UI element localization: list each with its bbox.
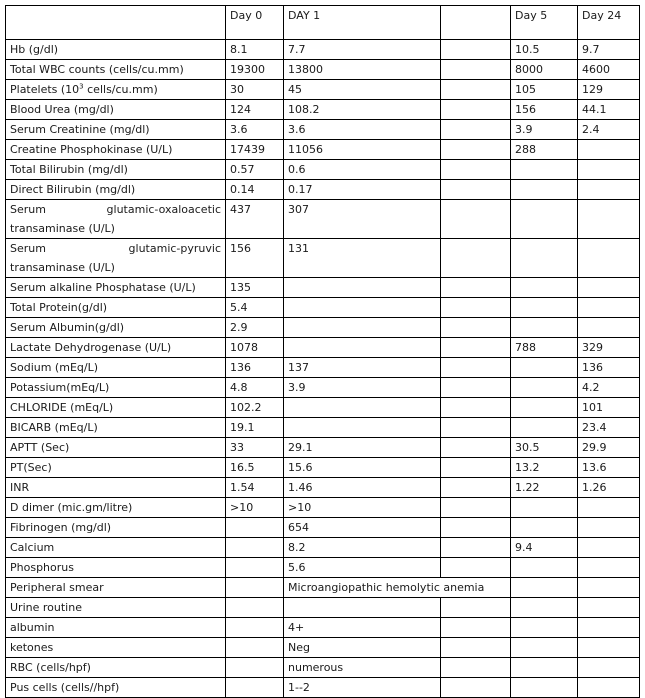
- parameter-cell: Fibrinogen (mg/dl): [6, 518, 226, 538]
- day-1-value: [284, 398, 441, 418]
- blank-cell: [441, 558, 511, 578]
- day-24-value: [578, 638, 640, 658]
- parameter-cell: INR: [6, 478, 226, 498]
- day-1-value: 4+: [284, 618, 441, 638]
- day-5-value: [511, 378, 578, 398]
- day-24-value: 23.4: [578, 418, 640, 438]
- day-0-value: 0.14: [226, 180, 284, 200]
- day-5-value: 288: [511, 140, 578, 160]
- table-row: [6, 678, 640, 698]
- day-5-value: 13.2: [511, 458, 578, 478]
- day-5-value: 156: [511, 100, 578, 120]
- day-5-value: [511, 200, 578, 239]
- table-row: [6, 180, 640, 200]
- day-0-value: [226, 658, 284, 678]
- day-5-value: 3.9: [511, 120, 578, 140]
- day-1-value: 0.17: [284, 180, 441, 200]
- parameter-line-2: transaminase (U/L): [10, 222, 115, 235]
- day-0-value: [226, 518, 284, 538]
- parameter-cell: Calcium: [6, 538, 226, 558]
- blank-cell: [441, 478, 511, 498]
- day-24-value: [578, 239, 640, 278]
- day-24-value: [578, 318, 640, 338]
- day-5-value: 10.5: [511, 40, 578, 60]
- table-row: [6, 618, 640, 638]
- day-5-value: [511, 638, 578, 658]
- blank-cell: [441, 100, 511, 120]
- table-row: [6, 598, 640, 618]
- parameter-cell: [6, 80, 226, 100]
- day-24-value: [578, 658, 640, 678]
- day-0-value: 136: [226, 358, 284, 378]
- blank-cell: [441, 278, 511, 298]
- blank-cell: [441, 398, 511, 418]
- table-row: [6, 578, 640, 598]
- blank-cell: [441, 678, 511, 698]
- day-24-value: 136: [578, 358, 640, 378]
- blank-cell: [441, 358, 511, 378]
- parameter-cell: Total Protein(g/dl): [6, 298, 226, 318]
- table-row: [6, 120, 640, 140]
- table-row: [6, 538, 640, 558]
- parameter-cell: Urine routine: [6, 598, 226, 618]
- parameter-cell: albumin: [6, 618, 226, 638]
- day-0-value: 124: [226, 100, 284, 120]
- day-0-value: 17439: [226, 140, 284, 160]
- blank-cell: [441, 180, 511, 200]
- header-day-1: DAY 1: [284, 6, 441, 40]
- day-0-value: [226, 578, 284, 598]
- day-5-value: 8000: [511, 60, 578, 80]
- day-1-value: 654: [284, 518, 441, 538]
- table-row: [6, 358, 640, 378]
- blank-cell: [441, 140, 511, 160]
- blank-cell: [441, 438, 511, 458]
- day-24-value: 101: [578, 398, 640, 418]
- header-day-5: Day 5: [511, 6, 578, 40]
- parameter-cell: Total WBC counts (cells/cu.mm): [6, 60, 226, 80]
- day-1-value: Microangiopathic hemolytic anemia: [284, 578, 511, 598]
- day-0-value: 19300: [226, 60, 284, 80]
- blank-cell: [441, 239, 511, 278]
- parameter-cell: CHLORIDE (mEq/L): [6, 398, 226, 418]
- day-1-value: 0.6: [284, 160, 441, 180]
- day-5-value: 1.22: [511, 478, 578, 498]
- table-row: [6, 638, 640, 658]
- table-row: [6, 338, 640, 358]
- parameter-line-1: Serum glutamic-oxaloacetic: [10, 203, 221, 216]
- parameter-cell: [6, 239, 226, 278]
- parameter-cell: Hb (g/dl): [6, 40, 226, 60]
- day-5-value: [511, 518, 578, 538]
- table-row: [6, 378, 640, 398]
- day-0-value: 3.6: [226, 120, 284, 140]
- day-24-value: 4600: [578, 60, 640, 80]
- day-5-value: [511, 180, 578, 200]
- parameter-cell: D dimer (mic.gm/litre): [6, 498, 226, 518]
- blank-cell: [441, 598, 511, 618]
- parameter-cell: PT(Sec): [6, 458, 226, 478]
- header-row: [6, 6, 640, 40]
- day-5-value: [511, 298, 578, 318]
- table-row: [6, 298, 640, 318]
- day-5-value: [511, 678, 578, 698]
- day-5-value: [511, 418, 578, 438]
- parameter-prefix: Platelets (10: [10, 83, 80, 96]
- day-24-value: [578, 498, 640, 518]
- day-24-value: 129: [578, 80, 640, 100]
- parameter-cell: RBC (cells/hpf): [6, 658, 226, 678]
- day-0-value: [226, 678, 284, 698]
- day-1-value: 7.7: [284, 40, 441, 60]
- day-1-value: 3.6: [284, 120, 441, 140]
- day-0-value: [226, 598, 284, 618]
- parameter-cell: Lactate Dehydrogenase (U/L): [6, 338, 226, 358]
- day-1-value: 8.2: [284, 538, 441, 558]
- day-5-value: 105: [511, 80, 578, 100]
- day-0-value: 4.8: [226, 378, 284, 398]
- day-24-value: 4.2: [578, 378, 640, 398]
- table-row: [6, 140, 640, 160]
- day-1-value: numerous: [284, 658, 441, 678]
- day-1-value: 5.6: [284, 558, 441, 578]
- blank-cell: [441, 458, 511, 478]
- blank-cell: [441, 618, 511, 638]
- parameter-cell: Pus cells (cells//hpf): [6, 678, 226, 698]
- day-24-value: [578, 160, 640, 180]
- table-row: [6, 418, 640, 438]
- blank-cell: [441, 418, 511, 438]
- day-5-value: [511, 658, 578, 678]
- table-row: [6, 438, 640, 458]
- day-1-value: Neg: [284, 638, 441, 658]
- day-24-value: [578, 538, 640, 558]
- day-24-value: [578, 678, 640, 698]
- day-5-value: 788: [511, 338, 578, 358]
- table-row: [6, 558, 640, 578]
- blank-cell: [441, 338, 511, 358]
- table-row: [6, 239, 640, 278]
- day-0-value: 156: [226, 239, 284, 278]
- day-5-value: [511, 498, 578, 518]
- day-0-value: 8.1: [226, 40, 284, 60]
- blank-cell: [441, 638, 511, 658]
- table-row: [6, 498, 640, 518]
- day-1-value: [284, 318, 441, 338]
- day-0-value: 135: [226, 278, 284, 298]
- header-day-0: Day 0: [226, 6, 284, 40]
- day-0-value: 30: [226, 80, 284, 100]
- parameter-superscript: 3: [79, 82, 84, 91]
- day-5-value: 30.5: [511, 438, 578, 458]
- parameter-cell: Serum Creatinine (mg/dl): [6, 120, 226, 140]
- blank-cell: [441, 40, 511, 60]
- day-0-value: 2.9: [226, 318, 284, 338]
- day-0-value: 102.2: [226, 398, 284, 418]
- parameter-cell: BICARB (mEq/L): [6, 418, 226, 438]
- table-row: [6, 478, 640, 498]
- day-24-value: [578, 180, 640, 200]
- table-row: [6, 60, 640, 80]
- day-0-value: [226, 558, 284, 578]
- header-day-24: Day 24: [578, 6, 640, 40]
- day-5-value: [511, 239, 578, 278]
- blank-cell: [441, 298, 511, 318]
- day-0-value: [226, 638, 284, 658]
- table-row: [6, 658, 640, 678]
- day-1-value: 131: [284, 239, 441, 278]
- blank-cell: [441, 60, 511, 80]
- parameter-cell: Phosphorus: [6, 558, 226, 578]
- table-row: [6, 458, 640, 478]
- day-5-value: [511, 278, 578, 298]
- day-0-value: 5.4: [226, 298, 284, 318]
- parameter-cell: APTT (Sec): [6, 438, 226, 458]
- blank-cell: [441, 498, 511, 518]
- table-row: [6, 278, 640, 298]
- day-24-value: 13.6: [578, 458, 640, 478]
- blank-cell: [441, 80, 511, 100]
- blank-cell: [441, 538, 511, 558]
- parameter-cell: ketones: [6, 638, 226, 658]
- day-0-value: 1078: [226, 338, 284, 358]
- day-1-value: 1.46: [284, 478, 441, 498]
- day-5-value: [511, 618, 578, 638]
- parameter-line-2: transaminase (U/L): [10, 261, 115, 274]
- blank-cell: [441, 378, 511, 398]
- day-1-value: 108.2: [284, 100, 441, 120]
- day-5-value: [511, 398, 578, 418]
- table-row: [6, 398, 640, 418]
- day-24-value: [578, 298, 640, 318]
- day-5-value: [511, 578, 578, 598]
- day-24-value: 9.7: [578, 40, 640, 60]
- day-0-value: 437: [226, 200, 284, 239]
- day-5-value: [511, 598, 578, 618]
- header-blank: [441, 6, 511, 40]
- day-1-value: 3.9: [284, 378, 441, 398]
- table-row: [6, 80, 640, 100]
- day-24-value: [578, 618, 640, 638]
- day-24-value: [578, 578, 640, 598]
- day-0-value: [226, 538, 284, 558]
- day-24-value: [578, 558, 640, 578]
- day-1-value: >10: [284, 498, 441, 518]
- day-24-value: 329: [578, 338, 640, 358]
- table-row: [6, 200, 640, 239]
- parameter-line-1: Serum glutamic-pyruvic: [10, 242, 221, 255]
- table-row: [6, 160, 640, 180]
- parameter-cell: Direct Bilirubin (mg/dl): [6, 180, 226, 200]
- day-0-value: 1.54: [226, 478, 284, 498]
- lab-results-table: [5, 5, 640, 698]
- day-1-value: 29.1: [284, 438, 441, 458]
- day-5-value: [511, 160, 578, 180]
- day-0-value: 33: [226, 438, 284, 458]
- table-row: [6, 318, 640, 338]
- day-24-value: 44.1: [578, 100, 640, 120]
- day-1-value: 45: [284, 80, 441, 100]
- day-24-value: [578, 518, 640, 538]
- day-5-value: [511, 358, 578, 378]
- blank-cell: [441, 160, 511, 180]
- day-1-value: 13800: [284, 60, 441, 80]
- day-1-value: 137: [284, 358, 441, 378]
- day-1-value: [284, 338, 441, 358]
- day-0-value: >10: [226, 498, 284, 518]
- day-24-value: [578, 140, 640, 160]
- day-24-value: [578, 598, 640, 618]
- table-row: [6, 518, 640, 538]
- lab-results-body: [6, 6, 640, 698]
- day-1-value: 15.6: [284, 458, 441, 478]
- parameter-cell: Blood Urea (mg/dl): [6, 100, 226, 120]
- blank-cell: [441, 120, 511, 140]
- parameter-cell: [6, 200, 226, 239]
- day-1-value: 11056: [284, 140, 441, 160]
- day-1-value: [284, 418, 441, 438]
- blank-cell: [441, 518, 511, 538]
- blank-cell: [441, 200, 511, 239]
- day-5-value: 9.4: [511, 538, 578, 558]
- parameter-cell: Sodium (mEq/L): [6, 358, 226, 378]
- day-5-value: [511, 558, 578, 578]
- day-1-value: 307: [284, 200, 441, 239]
- day-24-value: 1.26: [578, 478, 640, 498]
- parameter-suffix: cells/cu.mm): [83, 83, 158, 96]
- day-1-value: [284, 598, 441, 618]
- parameter-cell: Serum Albumin(g/dl): [6, 318, 226, 338]
- day-1-value: 1--2: [284, 678, 441, 698]
- day-1-value: [284, 298, 441, 318]
- table-row: [6, 100, 640, 120]
- day-24-value: 29.9: [578, 438, 640, 458]
- parameter-cell: Potassium(mEq/L): [6, 378, 226, 398]
- day-24-value: [578, 278, 640, 298]
- day-0-value: 19.1: [226, 418, 284, 438]
- day-24-value: 2.4: [578, 120, 640, 140]
- header-parameter: [6, 6, 226, 40]
- blank-cell: [441, 658, 511, 678]
- parameter-cell: Serum alkaline Phosphatase (U/L): [6, 278, 226, 298]
- parameter-cell: Total Bilirubin (mg/dl): [6, 160, 226, 180]
- day-0-value: 16.5: [226, 458, 284, 478]
- blank-cell: [441, 318, 511, 338]
- parameter-cell: Creatine Phosphokinase (U/L): [6, 140, 226, 160]
- day-0-value: 0.57: [226, 160, 284, 180]
- parameter-cell: Peripheral smear: [6, 578, 226, 598]
- day-0-value: [226, 618, 284, 638]
- day-24-value: [578, 200, 640, 239]
- day-1-value: [284, 278, 441, 298]
- day-5-value: [511, 318, 578, 338]
- table-row: [6, 40, 640, 60]
